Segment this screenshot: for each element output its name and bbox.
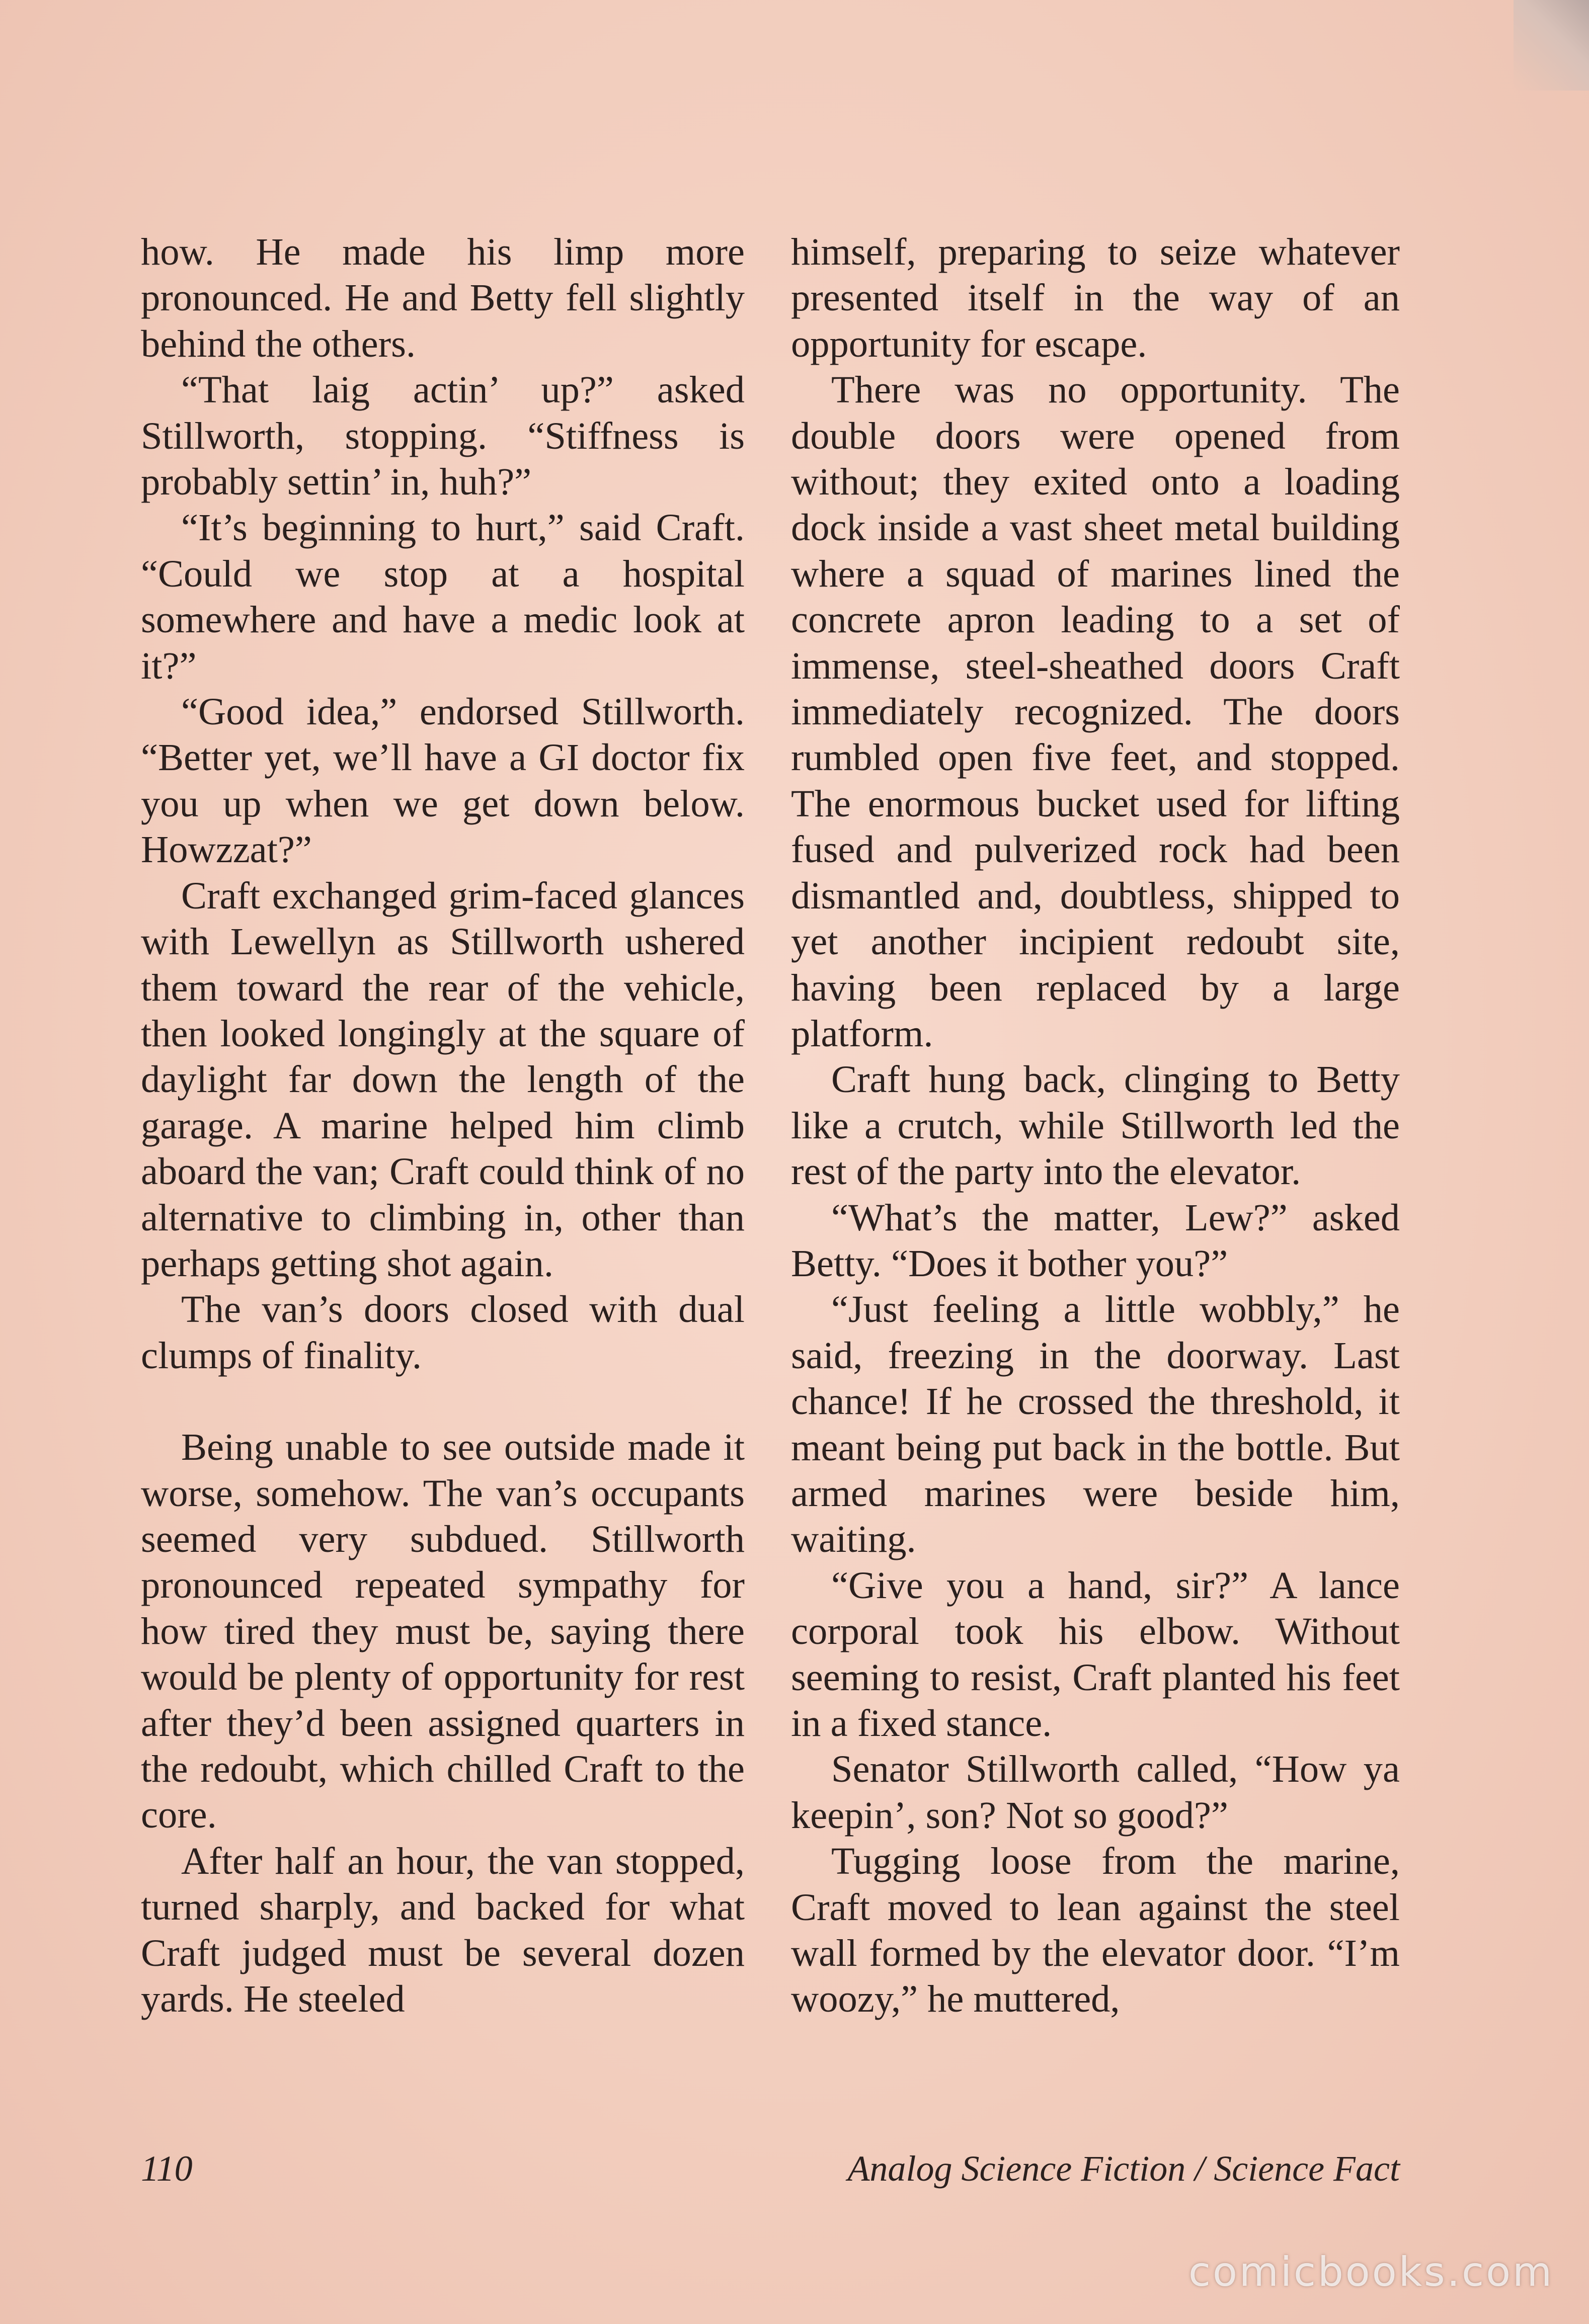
watermark: comicbooks.com xyxy=(1188,2249,1554,2295)
paragraph: “Just feeling a little wobbly,” he said, freezing in the doorway. Last chance! If he crossed the threshold, it meant being put back in the bottle. But armed marines were beside him, waiting. xyxy=(791,1288,1400,1561)
paragraph: “Give you a hand, sir?” A lance corporal took his elbow. Without seeming to resist, Craft planted his feet in a fixed stance. xyxy=(791,1563,1400,1745)
paragraph: “What’s the matter, Lew?” asked Betty. “Does it bother you?” xyxy=(791,1196,1400,1285)
page-number: 110 xyxy=(141,2148,193,2189)
page-corner-shadow xyxy=(1514,0,1589,91)
paragraph: “It’s beginning to hurt,” said Craft. “Could we stop at a hospital somewhere and have a medic look at it?” xyxy=(141,506,745,687)
paragraph: himself, preparing to seize whatever presented itself in the way of an opportunity for escape. xyxy=(791,230,1400,365)
paragraph: Senator Stillworth called, “How ya keepin’, son? Not so good?” xyxy=(791,1748,1400,1837)
left-text-column xyxy=(141,229,745,2022)
paragraph: Craft hung back, clinging to Betty like a crutch, while Stillworth led the rest of the party into the elevator. xyxy=(791,1058,1400,1193)
running-title: Analog Science Fiction / Science Fact xyxy=(847,2148,1400,2189)
paragraph: The van’s doors closed with dual clumps of finality. xyxy=(141,1288,745,1377)
paragraph: After half an hour, the van stopped, turned sharply, and backed for what Craft judged must be several dozen yards. He steeled xyxy=(141,1839,745,2021)
paragraph: Craft exchanged grim-faced glances with Lewellyn as Stillworth ushered them toward the rear of the vehicle, then looked longingly at the square of daylight far down the length of the garage. A marine helped him climb aboard the van; Craft could think of no alternative to climbing in, other than perhaps getting shot again. xyxy=(141,874,745,1285)
right-text-column xyxy=(791,229,1400,2022)
page-footer xyxy=(141,2148,1400,2198)
paragraph: “Good idea,” endorsed Stillworth. “Better yet, we’ll have a GI doctor fix you up when we get down below. Howzzat?” xyxy=(141,690,745,871)
paragraph: There was no opportunity. The double doors were opened from without; they exited onto a loading dock inside a vast sheet metal building where a squad of marines lined the concrete apron leading to a set of immense, steel-sheathed doors Craft immediately recognized. The doors rumbled open five feet, and stopped. The enormous bucket used for lifting fused and pulverized rock had been dismantled and, doubtless, shipped to yet another incipient redoubt site, having been replaced by a large platform. xyxy=(791,368,1400,1055)
paragraph: Being unable to see outside made it worse, somehow. The van’s occupants seemed very subdued. Stillworth pronounced repeated sympathy for how tired they must be, saying there would be plenty of opportunity for rest after they’d been assigned quarters in the redoubt, which chilled Craft to the core. xyxy=(141,1426,745,1837)
paragraph: Tugging loose from the marine, Craft moved to lean against the steel wall formed by the elevator door. “I’m woozy,” he muttered, xyxy=(791,1840,1400,2021)
paragraph: how. He made his limp more pronounced. He and Betty fell slightly behind the others. xyxy=(141,230,745,365)
paragraph: “That laig actin’ up?” asked Stillworth, stopping. “Stiffness is probably settin’ in, huh?” xyxy=(141,368,745,504)
